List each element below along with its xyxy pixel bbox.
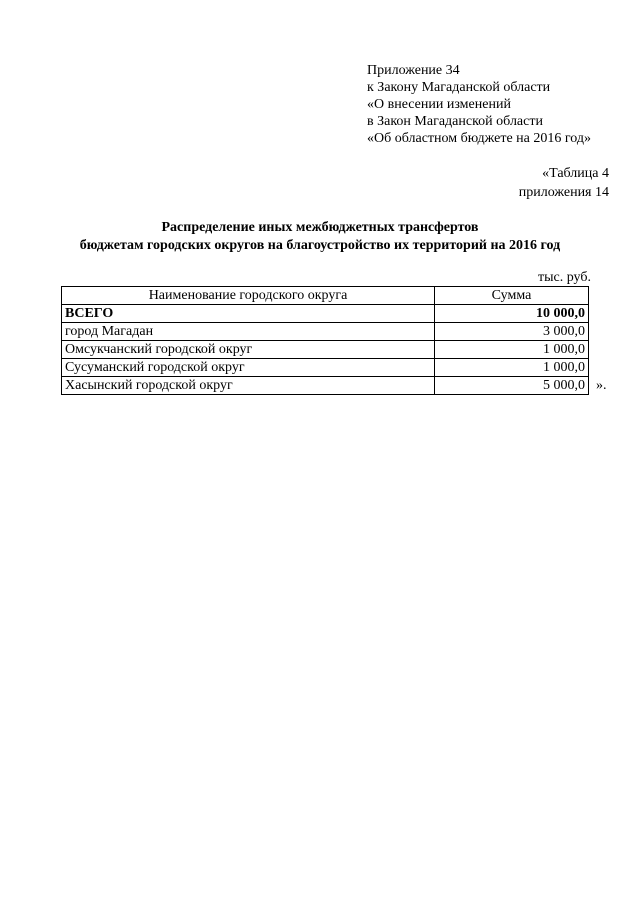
annex-line: к Закону Магаданской области xyxy=(367,80,551,95)
row-sum: 3 000,0 xyxy=(435,323,589,341)
header-sum: Сумма xyxy=(435,287,589,305)
distribution-table xyxy=(61,286,589,395)
table-reference xyxy=(519,164,609,202)
row-sum: 10 000,0 xyxy=(435,305,589,323)
row-name: Сусуманский городской округ xyxy=(62,359,435,377)
table-ref-line1: «Таблица 4 xyxy=(542,166,609,181)
row-sum: 5 000,0 xyxy=(435,377,589,395)
units-label: тыс. руб. xyxy=(538,270,591,285)
row-sum: 1 000,0 xyxy=(435,359,589,377)
header-name: Наименование городского округа xyxy=(62,287,435,305)
annex-line: «О внесении изменений xyxy=(367,97,511,112)
row-name: город Магадан xyxy=(62,323,435,341)
annex-header xyxy=(367,62,591,147)
row-name: Хасынский городской округ xyxy=(62,377,435,395)
closing-quote-mark: ». xyxy=(596,378,607,393)
annex-line: «Об областном бюджете на 2016 год» xyxy=(367,131,591,146)
table-row xyxy=(62,377,589,395)
annex-line: Приложение 34 xyxy=(367,63,460,78)
table-ref-line2: приложения 14 xyxy=(518,185,609,200)
row-name: ВСЕГО xyxy=(62,305,435,323)
annex-line: в Закон Магаданской области xyxy=(367,114,543,129)
table-row xyxy=(62,359,589,377)
row-sum: 1 000,0 xyxy=(435,341,589,359)
table-row-total xyxy=(62,305,589,323)
table-row xyxy=(62,323,589,341)
title-line2: бюджетам городских округов на благоустройство их территорий на 2016 год xyxy=(79,238,561,253)
row-name: Омсукчанский городской округ xyxy=(62,341,435,359)
title-line1: Распределение иных межбюджетных трансфертов xyxy=(161,220,479,235)
document-title xyxy=(0,219,640,255)
table-row xyxy=(62,341,589,359)
table-header-row xyxy=(62,287,589,305)
